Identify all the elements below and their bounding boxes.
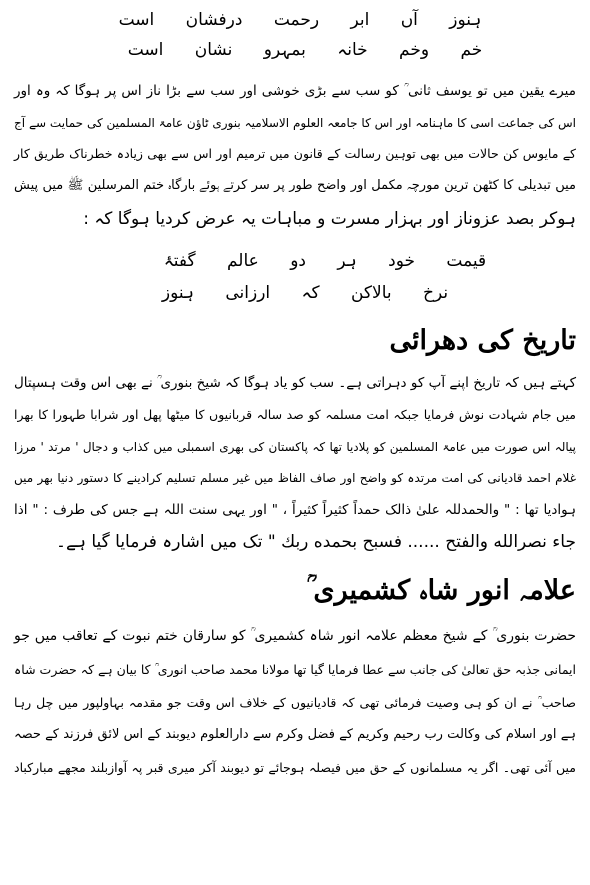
text-line: ہے اور اسلام کی وکالت رب رحیم وکریم کے فضل وکرم سے دارالعلوم دیوبند کے اس لائق فرزند کے حصہ <box>14 727 576 742</box>
verse-line: ہنوز آں ابر رحمت درفشان است <box>118 10 482 30</box>
verse-line: قیمت خود ہر دو عالم گفتۂ <box>163 251 487 271</box>
text-line: میرے یقین میں تو یوسف ثانی ؒ کو سب سے بڑی خوشی اور سب سے بڑا ناز اس پر ہوگا کہ وہ اور <box>14 83 576 99</box>
verse-line: خم وخم خانہ بمہرو نشان است <box>127 40 483 60</box>
text-line: صاحب ؒ نے ان کو ہی وصیت فرمائی تھی کہ قادیانیوں کے خلاف اس وقت جو مقدمہ بہاولپور میں چل رہا <box>14 695 576 710</box>
text-line: حضرت بنوری ؒ کے شیخ معظم علامہ انور شاہ کشمیری ؒ کو سارقان ختم نبوت کے تعاقب میں جو <box>14 628 576 644</box>
text-line: میں تبدیلی کا کٹھن ترین مورچہ مکمل اور واضح طور پر سر کرتے ہوئے بارگاہ ختم المرسلین ﷺ میں پیش <box>14 178 576 193</box>
text-line: ہوکر بصد عزوناز اور بہزار مسرت و مباہات یہ عرض کردیا ہوگا کہ : <box>83 209 576 229</box>
verse-line: نرخ بالاکن کہ ارزانی ہنوز <box>161 283 449 303</box>
text-line: ایمانی جذبہ حق تعالیٰ کی جانب سے عطا فرمایا گیا تھا مولانا محمد صاحب انوری ؒ کا بیان ہے کہ حضرت شاہ <box>13 662 576 677</box>
section-heading: علامہ انور شاہ کشمیری ؒ <box>306 575 576 606</box>
text-line: ہوادیا تھا : " والحمدللہ علیٰ ذالک حمداً کثیراً کثیراً ، " اور یہی سنت اللہ ہے جس کی طرف : " اذا <box>14 502 576 518</box>
text-line: جاء نصرالله والفتح ...... فسبح بحمده ربك " تک میں اشارہ فرمایا گیا ہے۔ <box>56 532 576 552</box>
text-line: میں جام شہادت نوش فرمایا جبکہ امت مسلمہ کو صد سالہ قربانیوں کا میٹھا پھل اور شرابا طہورا کا بھرا <box>14 407 576 422</box>
text-line: پیالہ اس صورت میں عامۃ المسلمین کو پلادیا تھا کہ پاکستان کی بھری اسمبلی میں کذاب و دجال ' مرتد ' مرزا <box>14 440 576 454</box>
text-line: میں آئی تھی۔ اگر یہ مسلمانوں کے حق میں فیصلہ ہوجائے تو دیوبند آکر میری قبر پہ آوازبلند مجھے مبارکباد <box>14 760 576 775</box>
text-line: غلام احمد قادیانی کی امت مرتدہ کو واضح اور صاف الفاظ میں غیر مسلم تسلیم کرادینے کا دستور دنیا بھر میں <box>14 471 576 485</box>
section-heading: تاریخ کی دھرائی <box>389 325 576 356</box>
text-line: کہتے ہیں کہ تاریخ اپنے آپ کو دہراتی ہے۔ سب کو یاد ہوگا کہ شیخ بنوری ؒ نے بھی اس وقت ہسپتال <box>14 375 576 391</box>
text-line: اس کی جماعت اسی کا ماہنامہ اور اس کا جامعہ العلوم الاسلامیہ بنوری ٹاؤن عامۃ المسلمین کی حمایت سے آج <box>14 116 576 130</box>
text-line: کے مایوس کن حالات میں بھی توہین رسالت کے قانون میں ترمیم اور اس سے بھی زیادہ خطرناک طریق کار <box>14 146 576 161</box>
